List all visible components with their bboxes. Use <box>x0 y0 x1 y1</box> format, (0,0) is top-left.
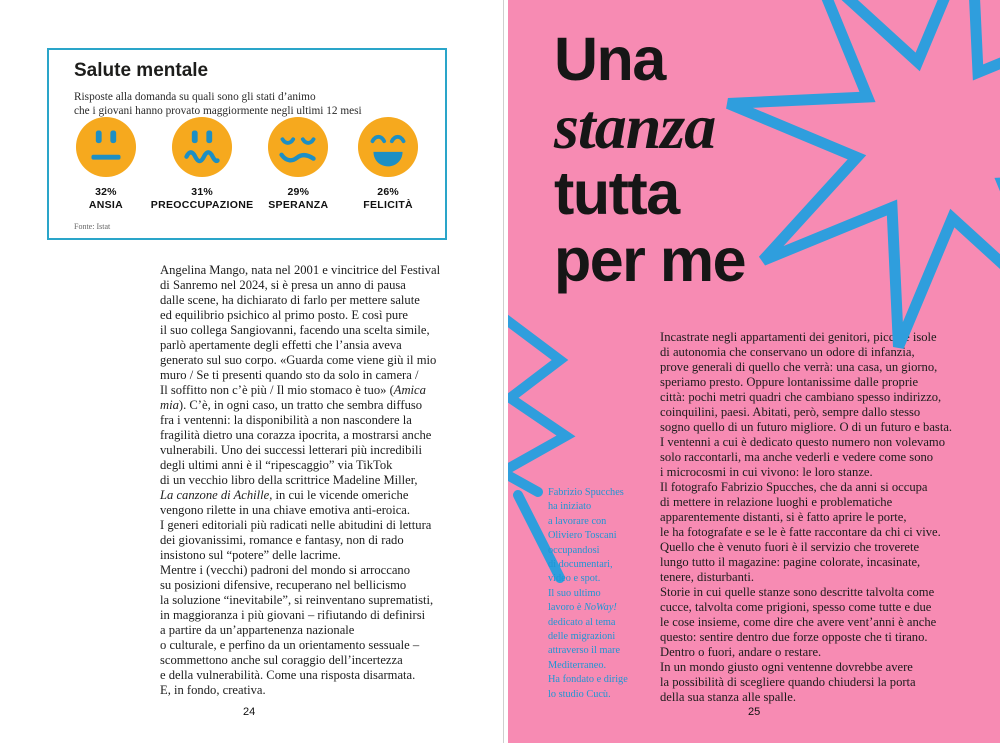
stat-item-preoccupazione <box>151 116 254 212</box>
infographic-subtitle: Risposte alla domanda su quali sono gli stati d’animo che i giovani hanno provato maggiormente negli ultimi 12 mesi <box>74 91 362 117</box>
happy-face-icon <box>357 116 419 178</box>
stat-item-felicita <box>343 116 433 212</box>
right-article-text: Incastrate negli appartamenti dei genitori, piccole isole di autonomia che conservano un odore di infanzia, prove generali di quello che verrà: una casa, un giorno, speriamo presto. Oppure lontanissime dalle proprie città: pochi metri quadri che cambiano spesso indirizzo, coinquilini, paesi. Abitati, però, sempre dallo stesso sogno quello di un futuro migliore. O di un futuro e basta. I ventenni a cui è dedicato questo numero non volevamo solo raccontarli, ma anche vederli e vedere come sono i microcosmi in cui vivono: le loro stanze. Il fotografo Fabrizio Spucches, che da anni si occupa di mettere in relazione luoghi e problematiche apparentemente distanti, si è fatto aprire le porte, le ha fotografate e se le è fatte raccontare da chi ci vive. Quello che è venuto fuori è il servizio che troverete lungo tutto il magazine: pagine colorate, incasinate, tenere, disturbanti. Storie in cui quelle stanze sono descritte talvolta come cucce, talvolta come prigioni, spesso come tutte e due le cose insieme, come dire che avere vent’anni è anche questo: sentire dentro due forze opposte che ti tirano. Dentro o fuori, andare o restare. In un mondo giusto ogni ventenne dovrebbe avere la possibilità di scegliere quando chiudersi la porta della sua stanza alle spalle. <box>660 330 953 704</box>
worried-face-icon <box>171 116 233 178</box>
stat-label: ANSIA <box>88 199 123 211</box>
stat-label: SPERANZA <box>268 199 329 211</box>
emoji-row <box>61 116 433 212</box>
stat-item-speranza <box>253 116 343 212</box>
stat-percent: 29% <box>287 186 310 198</box>
stat-label: FELICITÀ <box>363 199 413 211</box>
title-line-1: Una <box>554 25 665 93</box>
infographic-source: Fonte: Istat <box>74 222 111 231</box>
title-line-4: per me <box>554 226 746 294</box>
anxious-face-icon <box>75 116 137 178</box>
title-line-2: stanza <box>554 91 716 162</box>
right-page-number: 25 <box>748 706 761 718</box>
stat-percent: 31% <box>191 186 213 198</box>
stat-item-ansia <box>61 116 151 212</box>
feature-title <box>554 26 745 294</box>
mental-health-infographic <box>47 48 447 240</box>
stat-percent: 32% <box>95 186 117 198</box>
photographer-caption: Fabrizio Spucches ha iniziato a lavorare con Oliviero Toscani occupandosi di documentari, video e spot. Il suo ultimo lavoro è NoWay! dedicato al tema delle migrazioni attraverso il mare Mediterraneo. Ha fondato e dirige lo studio Cucù. <box>548 487 628 700</box>
stat-percent: 26% <box>377 186 399 198</box>
right-page <box>508 0 1000 743</box>
title-line-3: tutta <box>554 159 679 227</box>
serene-face-icon <box>267 116 329 178</box>
infographic-title: Salute mentale <box>74 60 209 81</box>
left-page-number: 24 <box>243 706 256 718</box>
left-article-text: Angelina Mango, nata nel 2001 e vincitrice del Festival di Sanremo nel 2024, si è presa un anno di pausa dalle scene, ha dichiarato di farlo per mettere salute ed equilibrio psichico al primo posto. E così pure il suo collega Sangiovanni, facendo una scelta simile, parlò apertamente degli effetti che l’ansia aveva generato sul suo corpo. «Guarda come viene giù il mio muro / Se ti presenti quando sto da solo in camera / Il soffitto non c’è più / Il mio stomaco è tuo» (Amica mia). C’è, in ogni caso, un tratto che sembra diffuso fra i ventenni: la disponibilità a non nascondere la fragilità dietro una corazza ipocrita, a mostrarsi anche vulnerabili. Uno dei successi letterari più incredibili degli ultimi anni è il “ripescaggio” via TikTok di un vecchio libro della scrittrice Madeline Miller, La canzone di Achille, in cui le vicende omeriche vengono rilette in una chiave emotiva anti-eroica. I generi editoriali più radicati nelle abitudini di lettura dei giovanissimi, romance e fantasy, non di rado insistono sul “potere” delle lacrime. Mentre i (vecchi) padroni del mondo si arroccano su posizioni difensive, recuperano nel bellicismo la soluzione “inevitabile”, si reinventano suprematisti, in maggioranza i più giovani – rifiutando di definirsi a partire da un’appartenenza nazionale o culturale, e perfino da un orientamento sessuale – scommettono anche sul coraggio dell’incertezza e della vulnerabilità. Come una risposta disarmata. E, in fondo, creativa. <box>160 263 441 697</box>
page-gutter-divider <box>503 0 504 743</box>
stat-label: PREOCCUPAZIONE <box>150 199 254 211</box>
